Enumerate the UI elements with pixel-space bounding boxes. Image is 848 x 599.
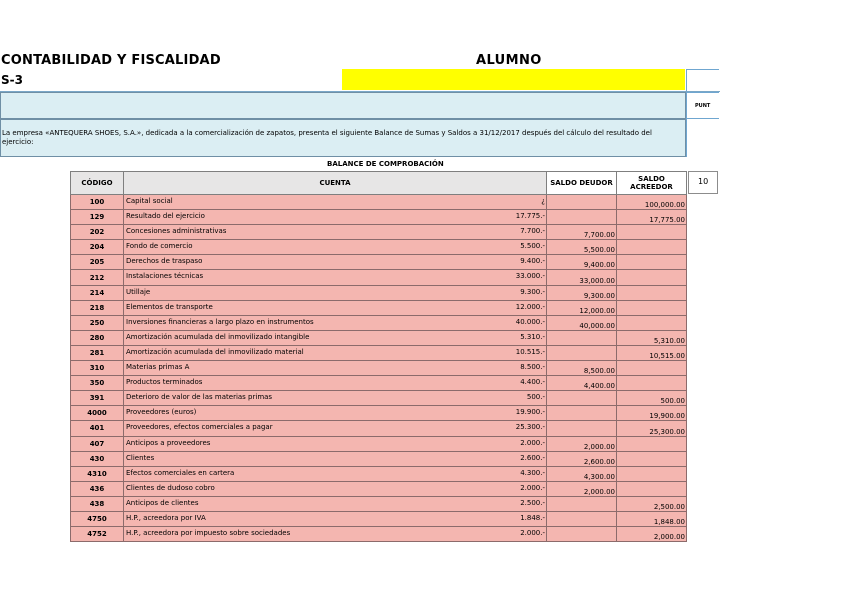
cell-saldo-deudor[interactable]: 2,000.00 (547, 481, 617, 496)
account-amount: 9.300.- (520, 287, 545, 296)
cell-saldo-acreedor[interactable]: 2,000.00 (617, 527, 687, 542)
exercise-code: S-3 (1, 73, 23, 87)
cell-saldo-deudor[interactable]: 33,000.00 (547, 270, 617, 285)
cell-saldo-acreedor[interactable] (617, 300, 687, 315)
account-amount: 8.500.- (520, 363, 545, 372)
cell-saldo-deudor[interactable]: 9,400.00 (547, 255, 617, 270)
cell-account[interactable] (124, 195, 547, 210)
cell-saldo-acreedor[interactable]: 500.00 (617, 391, 687, 406)
cell-code[interactable]: 310 (71, 361, 124, 376)
cell-account[interactable] (124, 240, 547, 255)
table-row (71, 315, 687, 330)
cell-account[interactable] (124, 255, 547, 270)
account-name: Productos terminados (126, 378, 203, 387)
cell-saldo-deudor[interactable]: 40,000.00 (547, 315, 617, 330)
account-name: Inversiones financieras a largo plazo en instrumentos (126, 317, 314, 326)
balance-table (70, 171, 687, 542)
cell-saldo-acreedor[interactable] (617, 270, 687, 285)
table-row (71, 361, 687, 376)
cell-saldo-acreedor[interactable]: 5,310.00 (617, 330, 687, 345)
cell-code[interactable]: 205 (71, 255, 124, 270)
table-row (71, 255, 687, 270)
account-name: Utillaje (126, 287, 151, 296)
account-name: Anticipos a proveedores (126, 438, 211, 447)
cell-code[interactable]: 4000 (71, 406, 124, 421)
account-name: H.P., acreedora por IVA (126, 513, 206, 522)
score-value[interactable]: 10 (688, 171, 718, 194)
cell-saldo-acreedor[interactable] (617, 436, 687, 451)
cell-saldo-deudor[interactable] (547, 345, 617, 360)
account-name: Derechos de traspaso (126, 257, 203, 266)
cell-account[interactable] (124, 330, 547, 345)
account-name: Resultado del ejercicio (126, 212, 205, 221)
cell-saldo-deudor[interactable] (547, 391, 617, 406)
account-amount: 2.000.- (520, 483, 545, 492)
cell-account[interactable] (124, 436, 547, 451)
table-row (71, 285, 687, 300)
score-label: PUNT (686, 92, 719, 119)
account-name: Proveedores, efectos comerciales a pagar (126, 423, 273, 432)
cell-saldo-deudor[interactable]: 9,300.00 (547, 285, 617, 300)
cell-code[interactable]: 4310 (71, 466, 124, 481)
cell-saldo-acreedor[interactable]: 1,848.00 (617, 511, 687, 526)
cell-account[interactable] (124, 345, 547, 360)
cell-saldo-deudor[interactable] (547, 511, 617, 526)
cell-code[interactable]: 430 (71, 451, 124, 466)
account-name: Proveedores (euros) (126, 408, 197, 417)
cell-account[interactable] (124, 481, 547, 496)
table-title: BALANCE DE COMPROBACIÓN (327, 160, 444, 168)
table-row (71, 240, 687, 255)
cell-saldo-acreedor[interactable] (617, 466, 687, 481)
cell-saldo-deudor[interactable]: 7,700.00 (547, 225, 617, 240)
cell-code[interactable]: 214 (71, 285, 124, 300)
cell-account[interactable] (124, 210, 547, 225)
col-header-saldo-deudor: SALDO DEUDOR (547, 172, 617, 195)
cell-account[interactable] (124, 270, 547, 285)
account-amount: 10.515.- (515, 347, 545, 356)
cell-code[interactable]: 436 (71, 481, 124, 496)
table-row (71, 225, 687, 240)
cell-account[interactable] (124, 466, 547, 481)
sheet-title: CONTABILIDAD Y FISCALIDAD (1, 53, 221, 68)
table-row (71, 511, 687, 526)
cell-code[interactable]: 100 (71, 195, 124, 210)
cell-code[interactable]: 204 (71, 240, 124, 255)
account-amount: 2.600.- (520, 453, 545, 462)
account-amount: 500.- (526, 393, 545, 402)
cell-saldo-deudor[interactable]: 4,300.00 (547, 466, 617, 481)
account-name: Fondo de comercio (126, 242, 193, 251)
account-amount: ¿ (541, 197, 545, 205)
account-name: Anticipos de clientes (126, 498, 199, 507)
cell-account[interactable] (124, 391, 547, 406)
account-amount: 12.000.- (515, 302, 545, 311)
cell-saldo-acreedor[interactable]: 25,300.00 (617, 421, 687, 436)
cell-saldo-deudor[interactable]: 8,500.00 (547, 361, 617, 376)
cell-saldo-acreedor[interactable]: 100,000.00 (617, 195, 687, 210)
account-name: Capital social (126, 197, 173, 205)
account-name: Clientes de dudoso cobro (126, 483, 215, 492)
account-name: Deterioro de valor de las materias primas (126, 393, 273, 402)
cell-saldo-deudor[interactable]: 2,000.00 (547, 436, 617, 451)
account-name: Amortización acumulada del inmovilizado material (126, 347, 304, 356)
cell-account[interactable] (124, 285, 547, 300)
account-name: Amortización acumulada del inmovilizado intangible (126, 332, 310, 341)
cell-code[interactable]: 401 (71, 421, 124, 436)
cell-saldo-deudor[interactable] (547, 527, 617, 542)
cell-saldo-deudor[interactable] (547, 330, 617, 345)
cell-saldo-deudor[interactable]: 4,400.00 (547, 376, 617, 391)
header-band (0, 92, 686, 119)
cell-saldo-deudor[interactable] (547, 496, 617, 511)
account-amount: 19.900.- (515, 408, 545, 417)
account-name: Clientes (126, 453, 155, 462)
table-row (71, 195, 687, 210)
cell-account[interactable] (124, 511, 547, 526)
exercise-description: La empresa «ANTEQUERA SHOES, S.A.», dedicada a la comercialización de zapatos, presenta el siguiente Balance de Sumas y Saldos a 31/12/2017 después del cálculo del resultado del ejercicio: (0, 119, 686, 157)
cell-code[interactable]: 350 (71, 376, 124, 391)
account-amount: 25.300.- (515, 423, 545, 432)
account-amount: 7.700.- (520, 227, 545, 236)
account-amount: 2.500.- (520, 498, 545, 507)
cell-saldo-acreedor[interactable] (617, 225, 687, 240)
col-header-codigo: CÓDIGO (71, 172, 124, 195)
cell-saldo-deudor[interactable] (547, 195, 617, 210)
cell-saldo-acreedor[interactable] (617, 451, 687, 466)
cell-saldo-deudor[interactable]: 5,500.00 (547, 240, 617, 255)
table-row (71, 270, 687, 285)
account-amount: 40.000.- (515, 317, 545, 326)
cell-saldo-deudor[interactable] (547, 421, 617, 436)
cell-saldo-acreedor[interactable] (617, 315, 687, 330)
table-row (71, 376, 687, 391)
table-header-row (71, 172, 687, 195)
cell-account[interactable] (124, 300, 547, 315)
cell-code[interactable]: 212 (71, 270, 124, 285)
account-amount: 5.310.- (520, 332, 545, 341)
account-amount: 2.000.- (520, 438, 545, 447)
account-amount: 1.848.- (520, 513, 545, 522)
cell-account[interactable] (124, 376, 547, 391)
cell-saldo-acreedor[interactable] (617, 361, 687, 376)
account-name: Elementos de transporte (126, 302, 213, 311)
cell-saldo-deudor[interactable]: 12,000.00 (547, 300, 617, 315)
cell-code[interactable]: 4752 (71, 527, 124, 542)
cell-account[interactable] (124, 527, 547, 542)
cell-code[interactable]: 391 (71, 391, 124, 406)
table-row (71, 527, 687, 542)
cell-saldo-deudor[interactable] (547, 406, 617, 421)
table-row (71, 436, 687, 451)
cell-code[interactable]: 4750 (71, 511, 124, 526)
account-name: Instalaciones técnicas (126, 272, 204, 281)
table-row (71, 330, 687, 345)
cell-code[interactable]: 129 (71, 210, 124, 225)
cell-code[interactable]: 438 (71, 496, 124, 511)
cell-saldo-acreedor[interactable]: 10,515.00 (617, 345, 687, 360)
table-row (71, 451, 687, 466)
cell-account[interactable] (124, 225, 547, 240)
cell-saldo-acreedor[interactable] (617, 481, 687, 496)
cell-saldo-acreedor[interactable]: 2,500.00 (617, 496, 687, 511)
account-amount: 9.400.- (520, 257, 545, 266)
cell-code[interactable]: 250 (71, 315, 124, 330)
cell-account[interactable] (124, 315, 547, 330)
account-name: Concesiones administrativas (126, 227, 227, 236)
account-name: Efectos comerciales en cartera (126, 468, 235, 477)
table-row (71, 496, 687, 511)
cell-account[interactable] (124, 421, 547, 436)
cell-account[interactable] (124, 406, 547, 421)
cell-code[interactable]: 218 (71, 300, 124, 315)
table-row (71, 421, 687, 436)
account-name: H.P., acreedora por impuesto sobre sociedades (126, 529, 291, 538)
cell-code[interactable]: 202 (71, 225, 124, 240)
account-amount: 33.000.- (515, 272, 545, 281)
table-row (71, 300, 687, 315)
table-body (71, 195, 687, 542)
cell-code[interactable]: 281 (71, 345, 124, 360)
table-row (71, 391, 687, 406)
table-row (71, 466, 687, 481)
side-cell-top[interactable] (686, 69, 719, 91)
cell-saldo-deudor[interactable]: 2,600.00 (547, 451, 617, 466)
student-label: ALUMNO (476, 53, 542, 68)
account-amount: 2.000.- (520, 529, 545, 538)
side-cell-desc (686, 119, 719, 157)
cell-saldo-acreedor[interactable]: 17,775.00 (617, 210, 687, 225)
cell-saldo-acreedor[interactable]: 19,900.00 (617, 406, 687, 421)
table-row (71, 481, 687, 496)
cell-code[interactable]: 407 (71, 436, 124, 451)
cell-account[interactable] (124, 361, 547, 376)
cell-account[interactable] (124, 451, 547, 466)
col-header-cuenta: CUENTA (124, 172, 547, 195)
table-row (71, 210, 687, 225)
cell-account[interactable] (124, 496, 547, 511)
col-header-saldo-acreedor: SALDO ACREEDOR (617, 172, 687, 195)
cell-saldo-acreedor[interactable] (617, 285, 687, 300)
cell-saldo-deudor[interactable] (547, 210, 617, 225)
cell-saldo-acreedor[interactable] (617, 376, 687, 391)
account-amount: 17.775.- (515, 212, 545, 221)
student-name-input-cell[interactable] (342, 69, 685, 90)
account-amount: 4.300.- (520, 468, 545, 477)
cell-saldo-acreedor[interactable] (617, 255, 687, 270)
cell-code[interactable]: 280 (71, 330, 124, 345)
account-name: Materias primas A (126, 363, 190, 372)
cell-saldo-acreedor[interactable] (617, 240, 687, 255)
table-row (71, 406, 687, 421)
table-row (71, 345, 687, 360)
account-amount: 5.500.- (520, 242, 545, 251)
account-amount: 4.400.- (520, 378, 545, 387)
